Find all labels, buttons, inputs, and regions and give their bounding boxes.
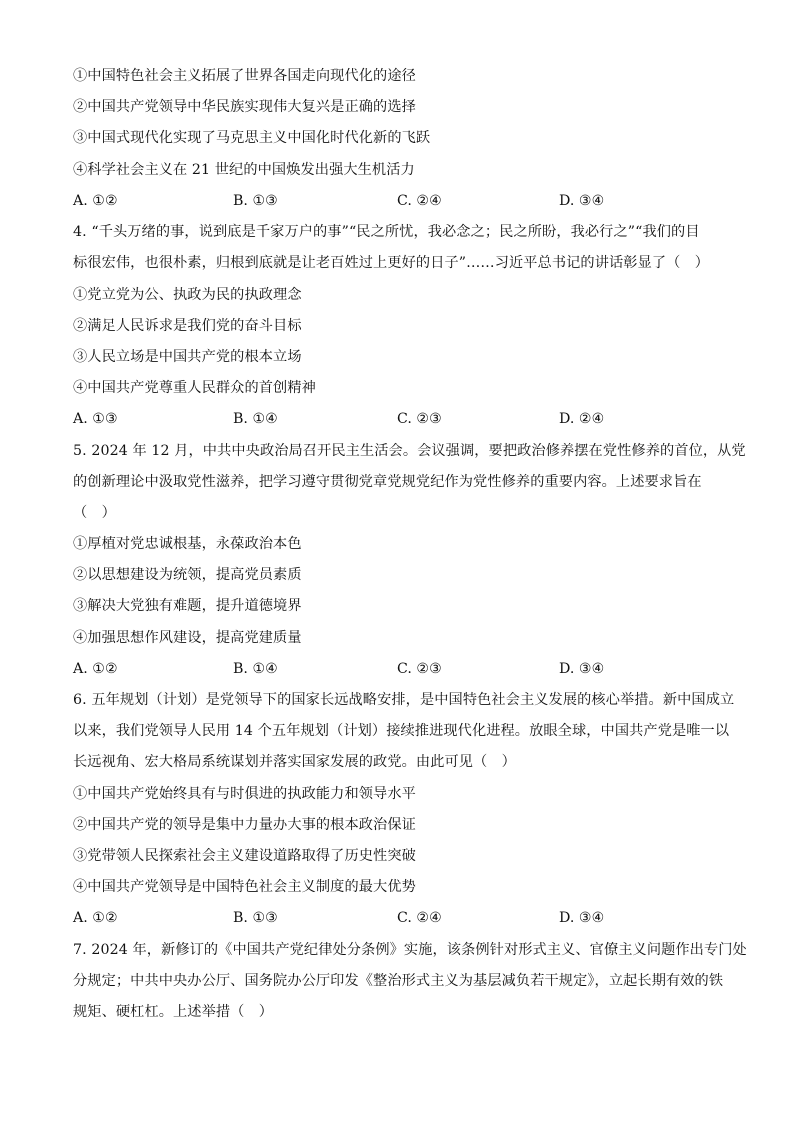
q5-statement-1: ①厚植对党忠诚根基，永葆政治本色 xyxy=(73,536,302,552)
q4-statement-2: ②满足人民诉求是我们党的奋斗目标 xyxy=(73,318,302,334)
q4-statement-3: ③人民立场是中国共产党的根本立场 xyxy=(73,349,302,365)
q6-statement-3: ③党带领人民探索社会主义建设道路取得了历史性突破 xyxy=(73,848,416,864)
q6-option-b: B. ①③ xyxy=(233,910,278,926)
q3-option-b: B. ①③ xyxy=(233,193,278,209)
q7-stem-line-1: 7. 2024 年，新修订的《中国共产党纪律处分条例》实施，该条例针对形式主义、官僚主义问题作出专门处 xyxy=(73,942,747,958)
q4-option-b: B. ①④ xyxy=(233,411,278,427)
q3-statement-1: ①中国特色社会主义拓展了世界各国走向现代化的途径 xyxy=(73,68,416,84)
q5-option-d: D. ③④ xyxy=(559,661,605,677)
q5-stem-line-1: 5. 2024 年 12 月，中共中央政治局召开民主生活会。会议强调，要把政治修养摆在党性修养的首位，从党 xyxy=(73,443,746,459)
q4-statement-4: ④中国共产党尊重人民群众的首创精神 xyxy=(73,380,316,396)
q6-stem-line-3: 长远视角、宏大格局系统谋划并落实国家发展的政党。由此可见（ ） xyxy=(73,754,516,770)
q7-stem-line-2: 分规定；中共中央办公厅、国务院办公厅印发《整治形式主义为基层减负若干规定》，立起长期有效的铁 xyxy=(73,973,724,989)
q6-stem-line-1: 6. 五年规划（计划）是党领导下的国家长远战略安排，是中国特色社会主义发展的核心举措。新中国成立 xyxy=(73,692,735,708)
q6-statement-1: ①中国共产党始终具有与时俱进的执政能力和领导水平 xyxy=(73,786,416,802)
q3-option-c: C. ②④ xyxy=(397,193,442,209)
q4-statement-1: ①党立党为公、执政为民的执政理念 xyxy=(73,287,302,303)
q4-stem-line-2: 标很宏伟，也很朴素，归根到底就是让老百姓过上更好的日子”……习近平总书记的讲话彰显了（ ） xyxy=(73,255,710,271)
q3-statement-2: ②中国共产党领导中华民族实现伟大复兴是正确的选择 xyxy=(73,99,416,115)
q4-option-a: A. ①③ xyxy=(73,411,118,427)
q5-statement-2: ②以思想建设为统领，提高党员素质 xyxy=(73,567,302,583)
q6-statement-2: ②中国共产党的领导是集中力量办大事的根本政治保证 xyxy=(73,817,416,833)
q5-statement-4: ④加强思想作风建设，提高党建质量 xyxy=(73,630,302,646)
q6-statement-4: ④中国共产党领导是中国特色社会主义制度的最大优势 xyxy=(73,879,416,895)
q5-statement-3: ③解决大党独有难题，提升道德境界 xyxy=(73,598,302,614)
q5-option-c: C. ②③ xyxy=(397,661,442,677)
q5-stem-line-2: 的创新理论中汲取党性滋养，把学习遵守贯彻党章党规党纪作为党性修养的重要内容。上述要求旨在 xyxy=(73,474,702,490)
q3-statement-3: ③中国式现代化实现了马克思主义中国化时代化新的飞跃 xyxy=(73,130,431,146)
q6-options xyxy=(73,908,733,928)
q5-option-b: B. ①④ xyxy=(233,661,278,677)
q4-options xyxy=(73,409,733,429)
q3-options xyxy=(73,191,733,211)
q5-options xyxy=(73,659,733,679)
q6-option-a: A. ①② xyxy=(73,910,118,926)
q3-statement-4: ④科学社会主义在 21 世纪的中国焕发出强大生机活力 xyxy=(73,162,415,178)
q3-option-d: D. ③④ xyxy=(559,193,605,209)
q4-option-d: D. ②④ xyxy=(559,411,605,427)
q7-stem-line-3: 规矩、硬杠杠。上述举措（ ） xyxy=(73,1004,274,1020)
q6-option-c: C. ②④ xyxy=(397,910,442,926)
q5-stem-line-3: （ ） xyxy=(73,505,116,521)
q4-option-c: C. ②③ xyxy=(397,411,442,427)
q6-stem-line-2: 以来，我们党领导人民用 14 个五年规划（计划）接续推进现代化进程。放眼全球，中国共产党是唯一以 xyxy=(73,723,730,739)
q6-option-d: D. ③④ xyxy=(559,910,605,926)
q3-option-a: A. ①② xyxy=(73,193,118,209)
q4-stem-line-1: 4. “千头万绪的事，说到底是千家万户的事”“民之所忧，我必念之；民之所盼，我必行之”“我们的目 xyxy=(73,224,700,240)
q5-option-a: A. ①② xyxy=(73,661,118,677)
